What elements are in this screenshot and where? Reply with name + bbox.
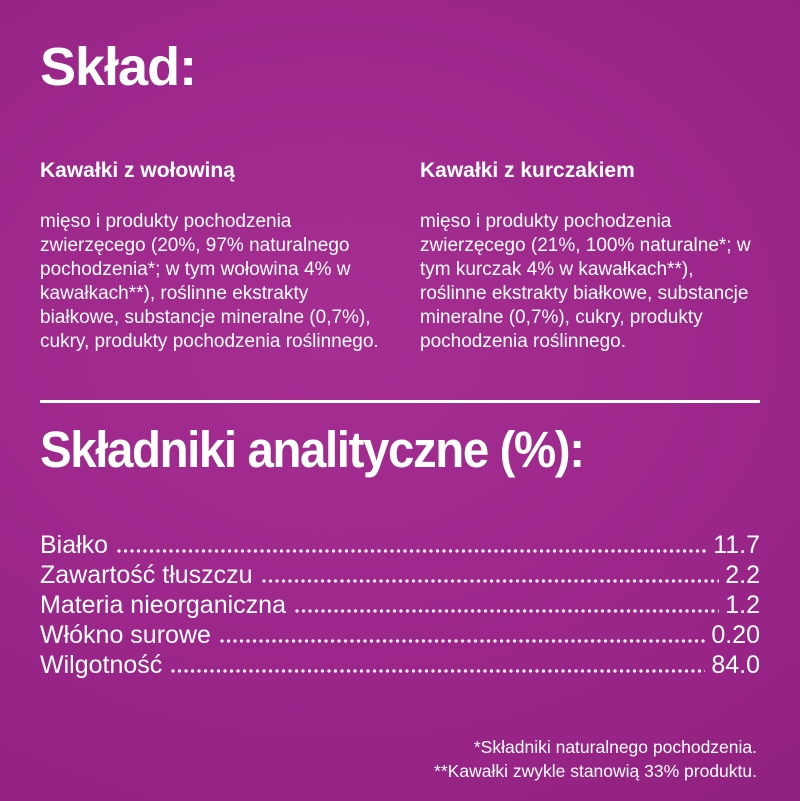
dotted-leader <box>117 547 707 555</box>
variant-chicken-ingredients: mięso i produkty pochodzenia zwierzęcego (21%, 100% naturalne*; w tym kurczak 4% w kawałkach**), roślinne ekstrakty białkowe, substancje mineralne (0,7%), cukry, produkty pochodzenia roślinnego. <box>420 211 751 352</box>
dotted-leader <box>295 607 719 615</box>
row-label: Włókno surowe <box>40 621 211 649</box>
dotted-leader <box>171 667 705 675</box>
row-value: 1.2 <box>725 591 760 619</box>
variant-beef-ingredients: mięso i produkty pochodzenia zwierzęcego (20%, 97% naturalnego pochodzenia*; w tym wołowina 4% w kawałkach**), roślinne ekstrakty białkowe, substancje mineralne (0,7%), cukry, produkty pochodzenia roślinnego. <box>40 211 379 352</box>
footnotes <box>434 735 757 783</box>
table-row <box>40 530 760 560</box>
row-value: 0.20 <box>711 621 760 649</box>
row-label: Materia nieorganiczna <box>40 591 286 619</box>
row-label: Wilgotność <box>40 651 163 679</box>
row-value: 11.7 <box>713 531 760 559</box>
table-row <box>40 590 760 620</box>
row-label: Zawartość tłuszczu <box>40 561 253 589</box>
composition-title: Skład: <box>40 37 197 97</box>
row-value: 2.2 <box>725 561 760 589</box>
footnote-natural-origin: *Składniki naturalnego pochodzenia. <box>473 737 757 757</box>
row-value: 84.0 <box>711 651 760 679</box>
row-label: Białko <box>40 531 109 559</box>
variant-beef-heading: Kawałki z wołowiną <box>40 159 235 182</box>
table-row <box>40 620 760 650</box>
footnote-chunks-share: **Kawałki zwykle stanowią 33% produktu. <box>434 761 757 781</box>
table-row <box>40 650 760 680</box>
dotted-leader <box>262 577 720 585</box>
dotted-leader <box>220 637 705 645</box>
analytical-table <box>40 530 760 680</box>
section-divider <box>40 400 760 403</box>
variant-chicken-column <box>420 158 760 354</box>
table-row <box>40 560 760 590</box>
analytical-title: Składniki analityczne (%): <box>40 421 584 478</box>
variant-chicken-heading: Kawałki z kurczakiem <box>420 159 635 182</box>
variant-beef-column <box>40 158 385 354</box>
composition-columns <box>40 158 760 354</box>
